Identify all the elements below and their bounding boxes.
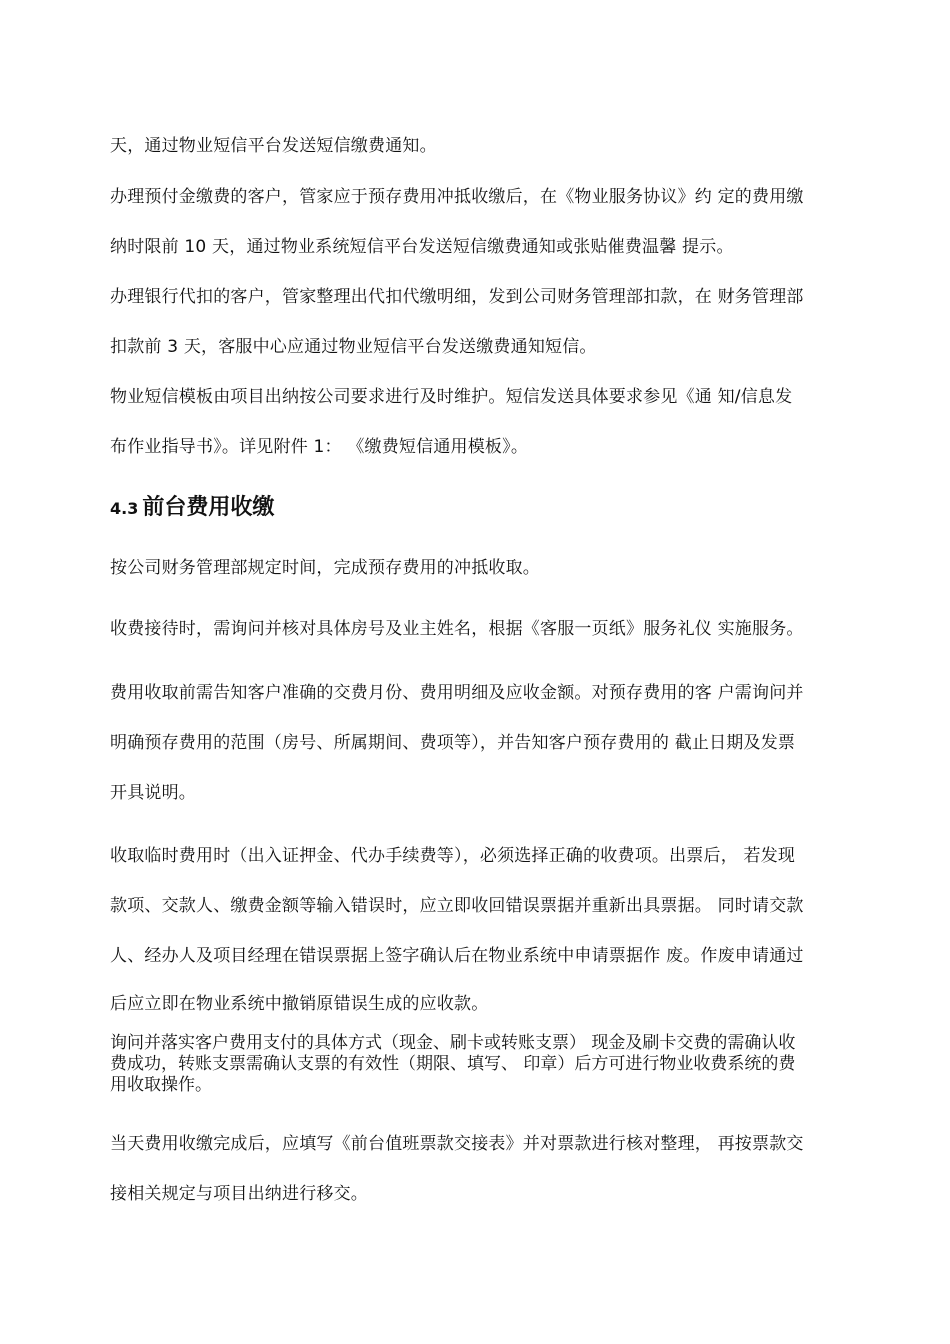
paragraph-line: 办理银行代扣的客户，管家整理出代扣代缴明细，发到公司财务管理部扣款，在 财务管理部 bbox=[110, 287, 804, 307]
section-title: 前台费用收缴 bbox=[142, 495, 275, 520]
section-heading bbox=[110, 494, 274, 523]
section-number: 4.3 bbox=[110, 499, 139, 518]
paragraph-line: 后应立即在物业系统中撤销原错误生成的应收款。 bbox=[110, 994, 489, 1014]
paragraph-line: 办理预付金缴费的客户，管家应于预存费用冲抵收缴后，在《物业服务协议》约 定的费用缴 bbox=[110, 187, 804, 207]
paragraph-line: 当天费用收缴完成后，应填写《前台值班票款交接表》并对票款进行核对整理， 再按票款交 bbox=[110, 1134, 804, 1154]
paragraph-line: 款项、交款人、缴费金额等输入错误时，应立即收回错误票据并重新出具票据。 同时请交款 bbox=[110, 896, 804, 916]
paragraph-line: 接相关规定与项目出纳进行移交。 bbox=[110, 1184, 368, 1204]
paragraph-line: 布作业指导书》。详见附件 1： 《缴费短信通用模板》。 bbox=[110, 437, 529, 457]
paragraph-line: 收费接待时，需询问并核对具体房号及业主姓名，根据《客服一页纸》服务礼仪 实施服务。 bbox=[110, 619, 804, 639]
paragraph-line: 纳时限前 10 天，通过物业系统短信平台发送短信缴费通知或张贴催费温馨 提示。 bbox=[110, 237, 734, 257]
paragraph-line: 开具说明。 bbox=[110, 783, 196, 803]
paragraph-line: 收取临时费用时（出入证押金、代办手续费等），必须选择正确的收费项。出票后， 若发现 bbox=[110, 846, 796, 866]
paragraph-line: 费用收取前需告知客户准确的交费月份、费用明细及应收金额。对预存费用的客 户需询问并 bbox=[110, 683, 804, 703]
paragraph-line: 人、经办人及项目经理在错误票据上签字确认后在物业系统中申请票据作 废。作废申请通过 bbox=[110, 946, 804, 966]
paragraph-line: 询问并落实客户费用支付的具体方式（现金、刷卡或转账支票） 现金及刷卡交费的需确认收 bbox=[110, 1033, 796, 1053]
compact-paragraph bbox=[110, 1033, 845, 1096]
paragraph-line: 明确预存费用的范围（房号、所属期间、费项等），并告知客户预存费用的 截止日期及发票 bbox=[110, 733, 796, 753]
paragraph-line: 用收取操作。 bbox=[110, 1075, 212, 1095]
paragraph-line: 扣款前 3 天，客服中心应通过物业短信平台发送缴费通知短信。 bbox=[110, 337, 597, 357]
paragraph-line: 天，通过物业短信平台发送短信缴费通知。 bbox=[110, 136, 437, 156]
paragraph-line: 物业短信模板由项目出纳按公司要求进行及时维护。短信发送具体要求参见《通 知/信息发 bbox=[110, 387, 793, 407]
paragraph-line: 费成功，转账支票需确认支票的有效性（期限、填写、 印章）后方可进行物业收费系统的费 bbox=[110, 1054, 796, 1074]
paragraph-line: 按公司财务管理部规定时间，完成预存费用的冲抵收取。 bbox=[110, 558, 540, 578]
